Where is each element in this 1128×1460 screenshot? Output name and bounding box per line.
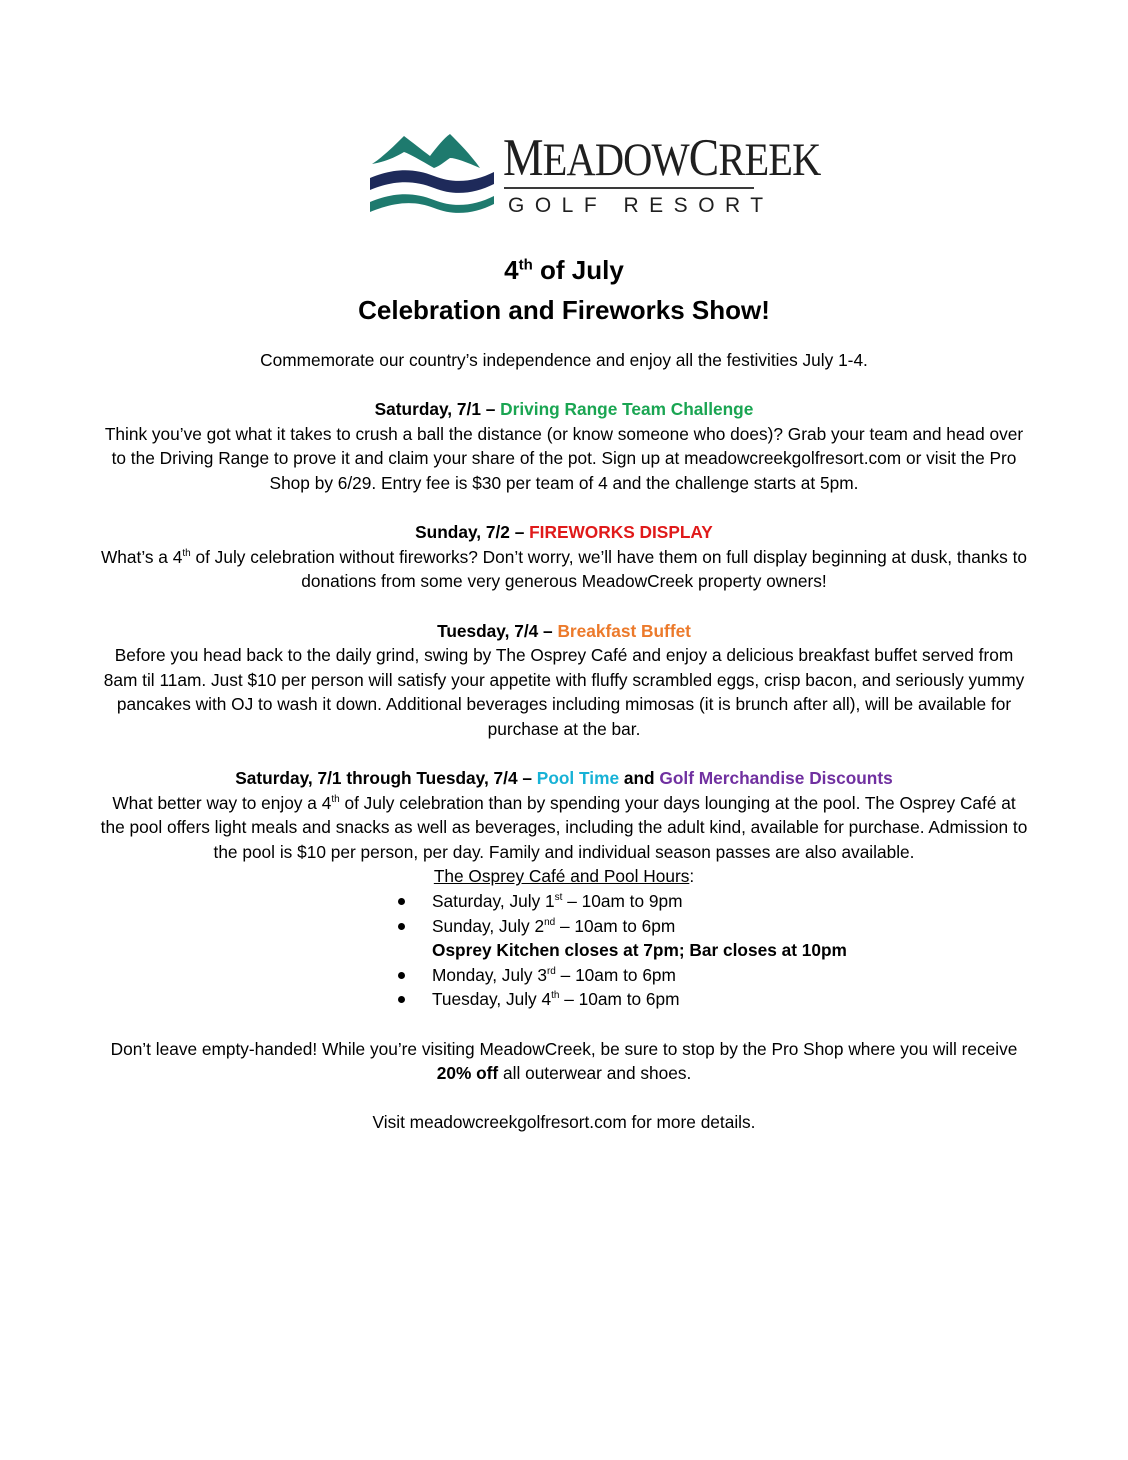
logo-wordmark: MEADOWCREEK (503, 129, 821, 187)
intro-text: Commemorate our country’s independence and enjoy all the festivities July 1-4. (260, 350, 868, 370)
footer-text: Visit meadowcreekgolfresort.com for more details. (372, 1112, 756, 1133)
event-driving-range: Saturday, 7/1 – Driving Range Team Challenge Think you’ve got what it takes to crush a ball the distance (or know someone who does)? Grab your team and head over to the Driving Range to prove it and claim your share of the pot. Sign up at meadowcreekgolfresort.com or visit the Pro Shop by 6/29. Entry fee is $30 per team of 4 and the challenge starts at 5pm. (104, 399, 1024, 493)
meadowcreek-logo (370, 128, 821, 220)
hours-heading: The Osprey Café and Pool Hours: (433, 866, 695, 887)
event-fireworks: Sunday, 7/2 – FIREWORKS DISPLAY What’s a 4th of July celebration without fireworks? Don’t worry, we’ll have them on full display beginning at dusk, thanks to donations from some very generous MeadowCreek property owners! (101, 522, 1027, 592)
flyer-content (100, 250, 1028, 1135)
logo-subtitle: GOLF RESORT (508, 194, 774, 217)
list-item: Tuesday, July 4th – 10am to 6pm (390, 987, 860, 1012)
mountain-wave-logo-mark (370, 128, 500, 220)
kitchen-bar-note: Osprey Kitchen closes at 7pm; Bar closes at 10pm (432, 940, 847, 961)
event-breakfast-buffet: Tuesday, 7/4 – Breakfast Buffet Before you head back to the daily grind, swing by The Osprey Café and enjoy a delicious breakfast buffet served from 8am til 11am. Just $10 per person will satisfy your appetite with fluffy scrambled eggs, crisp bacon, and seriously yummy pancakes with OJ to wash it down. Additional beverages including mimosas (it is brunch after all), will be available for purchase at the bar. (103, 620, 1025, 739)
page-title: 4th of July Celebration and Fireworks Show! (358, 255, 770, 325)
logo-divider (504, 187, 754, 189)
event-pool-and-discounts: Saturday, 7/1 through Tuesday, 7/4 – Pool Time and Golf Merchandise Discounts What better way to enjoy a 4th of July celebration than by spending your days lounging at the pool. The Osprey Café at the pool offers light meals and snacks as well as beverages, including the adult kind, available for purchase. Admission to the pool is $10 per person, per day. Family and individual season passes are also available. The Osprey Café and Pool Hours: Saturday, July 1st – 10am to 9pm Sunday, July 2nd – 10am to 6pm Osprey Kitchen closes at 7pm; Bar closes at 10pm Monday, July 3rd – 10am to 6pm Tuesday, July 4th – 10am to 6pm (100, 766, 1028, 1012)
list-item: Sunday, July 2nd – 10am to 6pm (390, 914, 860, 939)
proshop-text: Don’t leave empty-handed! While you’re visiting MeadowCreek, be sure to stop by the Pro Shop where you will receive 20% off all outerwear and shoes. (110, 1038, 1018, 1084)
hours-list (390, 889, 860, 1012)
list-item: Monday, July 3rd – 10am to 6pm (390, 963, 860, 988)
list-item: Saturday, July 1st – 10am to 9pm (390, 889, 860, 914)
